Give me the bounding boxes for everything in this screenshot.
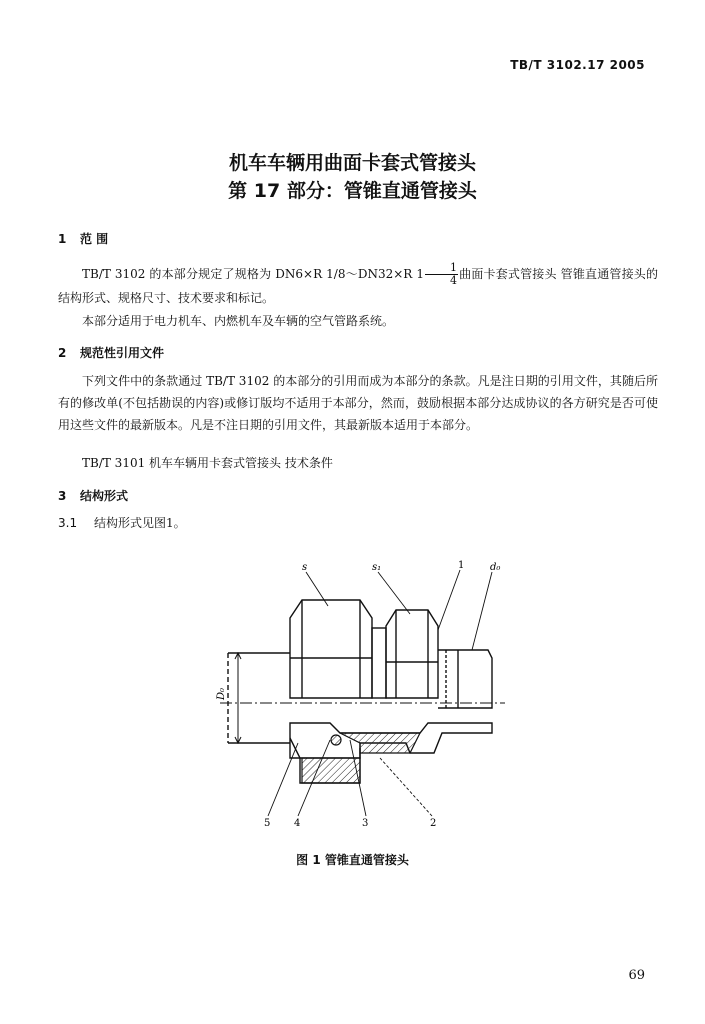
label-D0: D₀ xyxy=(216,687,227,700)
section-title: 范 围 xyxy=(80,232,109,246)
label-s1: s₁ xyxy=(372,562,382,573)
pipe-fitting-drawing xyxy=(210,558,510,828)
section-title: 规范性引用文件 xyxy=(80,346,165,360)
section-1-heading xyxy=(58,230,108,247)
label-d0: d₀ xyxy=(490,562,501,573)
subsection-text: 结构形式见图1。 xyxy=(94,516,186,530)
label-s: s xyxy=(302,562,308,573)
figure-caption: 图 1 管锥直通管接头 xyxy=(296,853,409,867)
fraction-numerator: 1 xyxy=(425,262,458,275)
standard-number: TB/T 3102.17 2005 xyxy=(510,58,645,72)
section-3-heading xyxy=(58,487,128,504)
subsection-number: 3.1 xyxy=(58,516,78,530)
document-subtitle: 第 17 部分：管锥直通管接头 xyxy=(228,180,477,202)
label-2: 2 xyxy=(430,818,437,828)
subsection-3-1 xyxy=(58,512,658,534)
section-1-paragraph-2: 本部分适用于电力机车、内燃机车及车辆的空气管路系统。 xyxy=(82,314,395,328)
document-title: 机车车辆用曲面卡套式管接头 xyxy=(228,152,476,174)
page-number: 69 xyxy=(628,968,645,983)
paragraph-text: 曲面卡套式管接头 管锥直通管接头的结构形式、规格尺寸、技术要求和标记。 xyxy=(58,267,658,305)
label-1: 1 xyxy=(458,560,465,571)
section-number: 1 xyxy=(58,232,67,246)
reference-entry: TB/T 3101 机车车辆用卡套式管接头 技术条件 xyxy=(82,456,333,470)
paragraph-text: TB/T 3102 的本部分规定了规格为 DN6×R 1/8～DN32×R 1 xyxy=(82,267,424,281)
label-5: 5 xyxy=(264,818,271,828)
section-1-paragraph-1 xyxy=(58,262,658,309)
label-4: 4 xyxy=(294,818,301,828)
section-number: 2 xyxy=(58,346,67,360)
label-3: 3 xyxy=(362,818,369,828)
fraction-denominator: 4 xyxy=(449,274,457,287)
fraction xyxy=(425,262,458,287)
section-2-heading xyxy=(58,344,164,361)
section-title: 结构形式 xyxy=(80,489,129,503)
section-2-paragraph: 下列文件中的条款通过 TB/T 3102 的本部分的引用而成为本部分的条款。凡是注日期的引用文件，其随后所有的修改单(不包括勘误的内容)或修订版均不适用于本部分，然而，鼓励根据本部分达成协议的各方研究是否可使用这些文件的最新版本。凡是不注日期的引用文件，其最新版本适用于本部分。 xyxy=(58,374,658,432)
section-number: 3 xyxy=(58,489,67,503)
